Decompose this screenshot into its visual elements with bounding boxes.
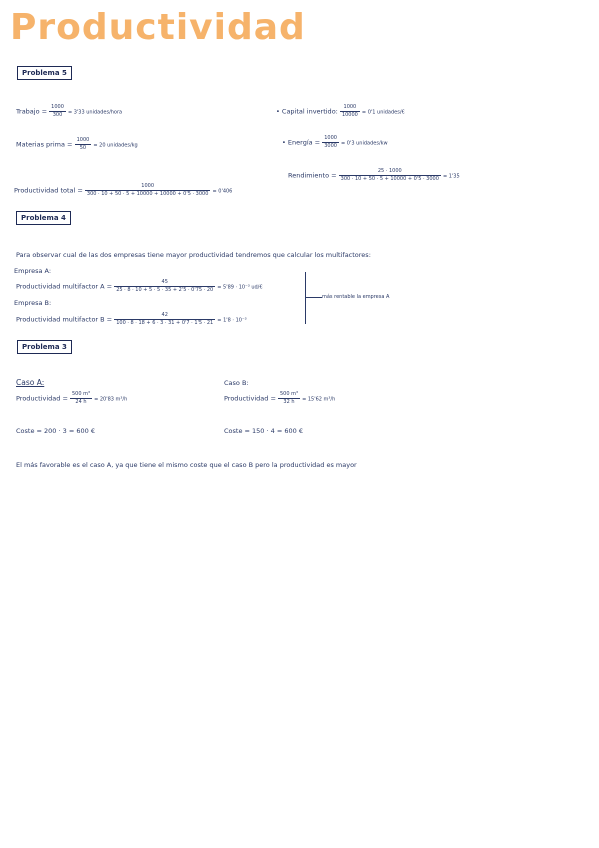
rendimiento-result: = 1'35 [442,173,460,180]
capital-label: Capital invertido: [281,107,338,116]
trabajo-fraction [49,104,66,119]
caso-a-fraction [70,391,92,406]
bracket-arrow [306,297,322,298]
materias-num: 1000 [76,137,90,143]
energia-den: 3000 [324,143,337,149]
caso-a-prod-label: Productividad = [16,394,68,403]
capital-den: 10000 [341,112,358,118]
trabajo-num: 1000 [51,104,64,110]
materias-label: Materias prima = [16,140,73,149]
multifactor-b-label: Productividad multifactor B = [16,315,113,324]
energia-num: 1000 [324,135,337,141]
multifactor-b-result: = 1'8 · 10⁻³ [217,317,247,324]
trabajo-result: = 3'33 unidades/hora [67,109,123,116]
caso-b-num: 500 m³ [279,391,298,397]
caso-a-prod-row [16,391,127,406]
empresa-a-label: Empresa A: [14,267,52,275]
bracket-line [305,272,306,324]
energia-row: • Energía = $\frac{1000}{3000}$ = 0'3 unidades/kw [282,135,388,149]
caso-a-result: = 20'83 m³/h [94,396,128,403]
caso-a-title: Caso A: [16,378,45,387]
multifactor-b-den: 100 · 8 · 18 + 6 · 3 · 31 + 0'7 · 1'5 · 21 [116,320,214,326]
trabajo-label: Trabajo = [16,107,48,116]
problem-3-header: Problema 3 [17,340,72,354]
materias-result: = 20 unidades/kg [93,142,138,149]
caso-b-title: Caso B: [224,379,249,387]
trabajo-den: 300 [52,112,63,118]
p3-conclusion: El más favorable es el caso A, ya que tiene el mismo coste que el caso B pero la productividad es mayor [16,461,357,469]
empresa-b-label: Empresa B: [14,299,52,307]
materias-fraction [75,137,92,152]
rendimiento-row [288,168,460,183]
materias-den: 50 [79,145,87,151]
capital-fraction [340,104,360,119]
caso-a-num: 500 m³ [71,391,90,397]
caso-a-coste: Coste = 200 · 3 = 600 € [16,427,95,435]
energia-result: = 0'3 unidades/kw [341,140,388,147]
page-title: Productividad [10,7,306,48]
materias-row [16,137,138,152]
multifactor-a-num: 45 [161,279,168,285]
total-den: 300 · 10 + 50 · 5 + 10000 + 10000 + 0'5 · 3000 [86,191,209,197]
energia-label: Energía = [287,138,321,147]
total-fraction [85,183,211,198]
caso-b-den: 32 h [283,399,295,405]
multifactor-a-row [16,279,263,294]
capital-row: • Capital invertido: $\frac{1000}{10000}$ = 0'1 unidades/€ [276,104,405,118]
rendimiento-fraction [339,168,441,183]
trabajo-row [16,104,122,119]
rendimiento-label: Rendimiento = [288,171,337,180]
caso-a-den: 24 h [75,399,87,405]
problem-4-header: Problema 4 [16,211,71,225]
multifactor-a-den: 25 · 8 · 10 + 5 · 5 · 35 + 2'5 · 0'75 · 20 [116,287,214,293]
caso-b-prod-label: Productividad = [224,394,276,403]
total-result: = 0'406 [212,188,233,195]
rendimiento-den: 300 · 10 + 50 · 5 + 10000 + 0'5 · 3000 [340,176,439,182]
caso-b-coste: Coste = 150 · 4 = 600 € [224,427,303,435]
capital-result: = 0'1 unidades/€ [361,109,405,116]
p4-conclusion: más rentable la empresa A [322,294,390,300]
multifactor-b-num: 42 [161,312,168,318]
total-row [14,183,232,198]
caso-b-result: = 15'62 m³/h [302,396,336,403]
problem-5-header: Problema 5 [17,66,72,80]
energia-fraction [322,135,339,150]
multifactor-a-fraction [114,279,215,294]
rendimiento-num: 25 · 1000 [377,168,402,174]
capital-num: 1000 [343,104,357,110]
multifactor-a-result: = 5'89 · 10⁻³ ud/€ [217,284,263,291]
caso-b-fraction [278,391,300,406]
total-num: 1000 [141,183,155,189]
multifactor-b-fraction [114,312,215,327]
caso-b-prod-row [224,391,335,406]
multifactor-b-row [16,312,247,327]
total-label: Productividad total = [14,186,83,195]
multifactor-a-label: Productividad multifactor A = [16,282,113,291]
p4-intro: Para observar cual de las dos empresas tiene mayor productividad tendremos que calcular los multifactores: [16,251,371,259]
